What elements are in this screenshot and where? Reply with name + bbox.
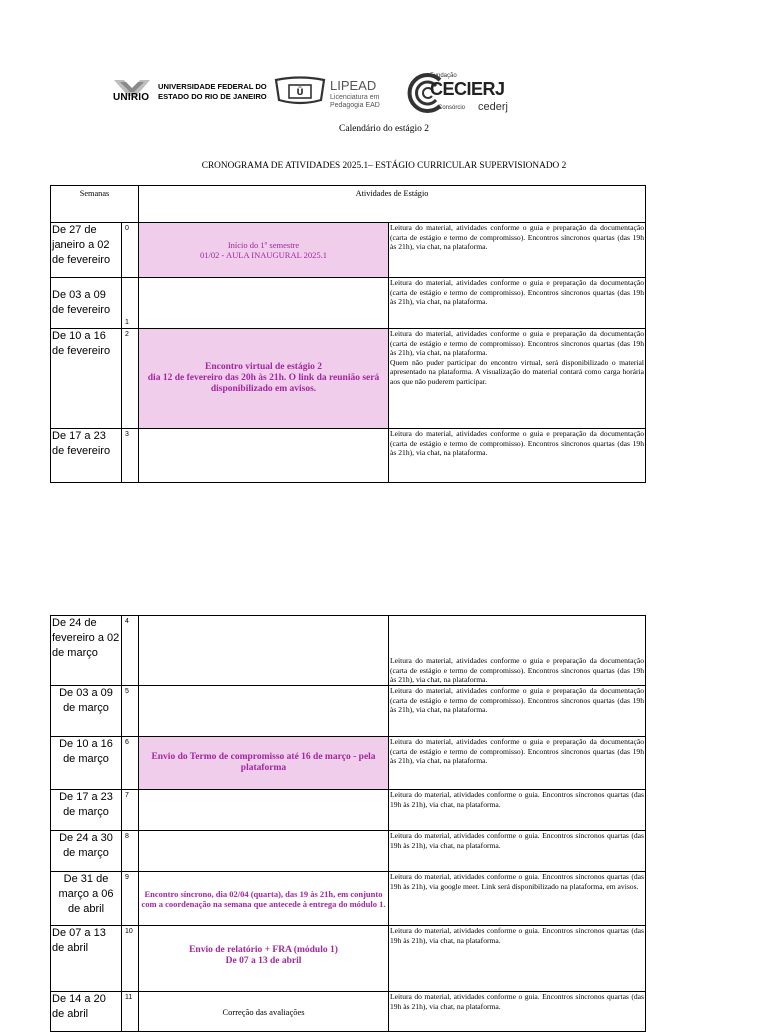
week-number: 7 — [122, 790, 139, 831]
cecierj-consorcio: Consórcio — [438, 105, 466, 111]
week-number: 0 — [122, 223, 139, 278]
week-cell: De 10 a 16 de fevereiro — [51, 329, 122, 429]
unirio-word: UNIRIO — [113, 92, 150, 103]
activity-text: Leitura do material, atividades conforme o guia e preparação da documentação (carta de estágio e termo de compromisso). Encontros síncronos quartas (das 19h às 21h), via chat, na plataforma. — [390, 278, 644, 307]
activity-text: Leitura do material, atividades conforme o guia e preparação da documentação (carta de estágio e termo de compromisso). Encontros síncronos quartas (das 19h às 21h), via chat, na plataforma. — [390, 429, 644, 458]
table-row — [51, 429, 646, 483]
week-cell: De 17 a 23 de março — [51, 790, 122, 831]
cecierj-cederj: cederj — [478, 101, 508, 113]
activity-cell — [389, 872, 646, 926]
activity-cell — [389, 686, 646, 737]
lipead-sub-1: Licenciatura em — [330, 94, 380, 101]
week-cell: De 10 a 16 de março — [51, 737, 122, 790]
event-cell — [139, 737, 389, 790]
event-line: Encontro síncrono, dia 02/04 (quarta), das 19 às 21h, em conjunto com a coordenação na semana que antecede à entrega do módulo 1. — [141, 888, 386, 909]
unirio-logo — [110, 72, 270, 112]
activity-text: Leitura do material, atividades conforme o guia. Encontros síncronos quartas (das 19h às 21h), via chat, na plataforma. — [390, 926, 644, 945]
activity-cell — [389, 926, 646, 992]
event-line: Correção das avaliações — [222, 1006, 305, 1017]
week-cell: De 24 a 30 de março — [51, 831, 122, 872]
activity-text: Leitura do material, atividades conforme o guia. Encontros síncronos quartas (das 19h às 21h), via chat, na plataforma. — [390, 831, 644, 850]
activity-text: Leitura do material, atividades conforme o guia e preparação da documentação (carta de estágio e termo de compromisso). Encontros síncronos quartas (das 19h às 21h), via chat, na plataforma. — [390, 656, 644, 685]
event-cell — [139, 872, 389, 926]
unirio-line-1: UNIVERSIDADE FEDERAL DO — [158, 82, 267, 91]
event-cell — [139, 926, 389, 992]
week-number: 9 — [122, 872, 139, 926]
activity-text: Leitura do material, atividades conforme o guia e preparação da documentação (carta de estágio e termo de compromisso). Encontros síncronos quartas (das 19h às 21h), via chat, na plataforma. — [390, 223, 644, 252]
week-cell: De 03 a 09 de março — [51, 686, 122, 737]
week-cell: De 07 a 13 de abril — [51, 926, 122, 992]
table-row — [51, 926, 646, 992]
header-activities: Atividades de Estágio — [139, 186, 646, 223]
week-cell: De 14 a 20 de abril — [51, 992, 122, 1032]
table-row — [51, 737, 646, 790]
event-cell — [139, 223, 389, 278]
activity-cell — [389, 831, 646, 872]
activity-text: Leitura do material, atividades conforme o guia. Encontros síncronos quartas (das 19h às 21h), via chat, na plataforma. — [390, 992, 644, 1011]
week-number-cell — [122, 278, 139, 329]
lipead-sub-2: Pedagogia EAD — [330, 102, 380, 109]
cecierj-logo — [400, 70, 550, 118]
event-line: Início do 1º semestre — [227, 240, 300, 250]
week-cell: De 27 de janeiro a 02 de fevereiro — [51, 223, 122, 278]
lipead-logo — [273, 72, 398, 114]
activity-text: Leitura do material, atividades conforme o guia e preparação da documentação (carta de estágio e termo de compromisso). Encontros síncronos quartas (das 19h às 21h), via chat, na plataforma. — [390, 737, 644, 766]
week-number: 6 — [122, 737, 139, 790]
event-line: 01/02 - AULA INAUGURAL 2025.1 — [200, 250, 327, 260]
table-row — [51, 278, 646, 329]
activity-cell — [389, 329, 646, 429]
activity-cell — [389, 223, 646, 278]
table-header-row — [51, 186, 646, 223]
table-row — [51, 872, 646, 926]
event-cell — [139, 616, 389, 686]
lipead-emblem-icon — [273, 76, 327, 106]
table-row — [51, 831, 646, 872]
week-cell: De 24 de fevereiro a 02 de março — [51, 616, 122, 686]
cecierj-name: CECIERJ — [430, 79, 505, 99]
event-cell — [139, 329, 389, 429]
week-number: 8 — [122, 831, 139, 872]
week-number: 11 — [122, 992, 139, 1032]
activity-cell — [389, 737, 646, 790]
week-cell: De 03 a 09 de fevereiro — [51, 278, 122, 329]
activity-text: Leitura do material, atividades conforme o guia. Encontros síncronos quartas (das 19h às 21h), via google meet. Link será disponibilizado na plataforma, em avisos. — [390, 872, 644, 891]
week-cell: De 31 de março a 06 de abril — [51, 872, 122, 926]
table-row — [51, 992, 646, 1032]
schedule-table-1 — [50, 185, 646, 483]
event-title: Envio de relatório + FRA (módulo 1) — [189, 945, 338, 955]
event-highlight — [139, 935, 388, 977]
calendar-caption: Calendário do estágio 2 — [339, 124, 429, 134]
activity-text: Leitura do material, atividades conforme o guia e preparação da documentação (carta de estágio e termo de compromisso). Encontros síncronos quartas (das 19h às 21h), via chat, na plataforma. — [390, 686, 644, 715]
event-line: De 07 a 13 de abril — [225, 956, 302, 966]
event-title: Encontro virtual de estágio 2 — [205, 362, 322, 372]
header-weeks: Semanas — [51, 186, 139, 223]
lipead-title: LIPEAD — [330, 78, 377, 93]
activity-cell — [389, 790, 646, 831]
lipead-subtitle — [330, 94, 380, 110]
week-number: 10 — [122, 926, 139, 992]
svg-text:Ü: Ü — [296, 88, 304, 98]
table-row — [51, 790, 646, 831]
table-row — [51, 223, 646, 278]
week-number: 5 — [122, 686, 139, 737]
event-cell — [139, 831, 389, 872]
activity-text: Leitura do material, atividades conforme o guia e preparação da documentação (carta de estágio e termo de compromisso). Encontros síncronos quartas (das 19h às 21h), via chat, na plataforma. — [390, 329, 644, 358]
activity-cell — [389, 992, 646, 1032]
document-title: CRONOGRAMA DE ATIVIDADES 2025.1– ESTÁGIO CURRICULAR SUPERVISIONADO 2 — [201, 161, 567, 171]
week-number: 4 — [122, 616, 139, 686]
week-number: 1 — [125, 319, 129, 326]
event-line: Envio do Termo de compromisso até 16 de março - pela plataforma — [151, 752, 376, 773]
activity-text: Leitura do material, atividades conforme o guia. Encontros síncronos quartas (das 19h às 21h), via chat, na plataforma. — [390, 790, 644, 809]
schedule-table-2 — [50, 615, 646, 1032]
week-number: 2 — [122, 329, 139, 429]
week-cell: De 17 a 23 de fevereiro — [51, 429, 122, 483]
activity-cell — [389, 616, 646, 686]
activity-cell — [389, 278, 646, 329]
unirio-line-2: ESTADO DO RIO DE JANEIRO — [158, 92, 267, 101]
event-cell — [139, 992, 389, 1032]
header-logos — [110, 70, 550, 120]
table-row — [51, 616, 646, 686]
event-cell — [139, 429, 389, 483]
event-cell — [139, 686, 389, 737]
table-row — [51, 329, 646, 429]
unirio-name — [158, 82, 267, 102]
table-row — [51, 686, 646, 737]
activity-cell — [389, 429, 646, 483]
event-cell — [139, 790, 389, 831]
cecierj-fundacao: Fundação — [430, 73, 457, 79]
event-cell — [139, 278, 389, 329]
event-line: dia 12 de fevereiro das 20h às 21h. O link da reunião será disponibilizado em avisos. — [147, 373, 380, 394]
activity-note: Quem não puder participar do encontro virtual, será disponibilizado o material apresentado na plataforma. A visualização do material contará como carga horária aos que não puderem participar. — [390, 357, 644, 386]
week-number: 3 — [122, 429, 139, 483]
